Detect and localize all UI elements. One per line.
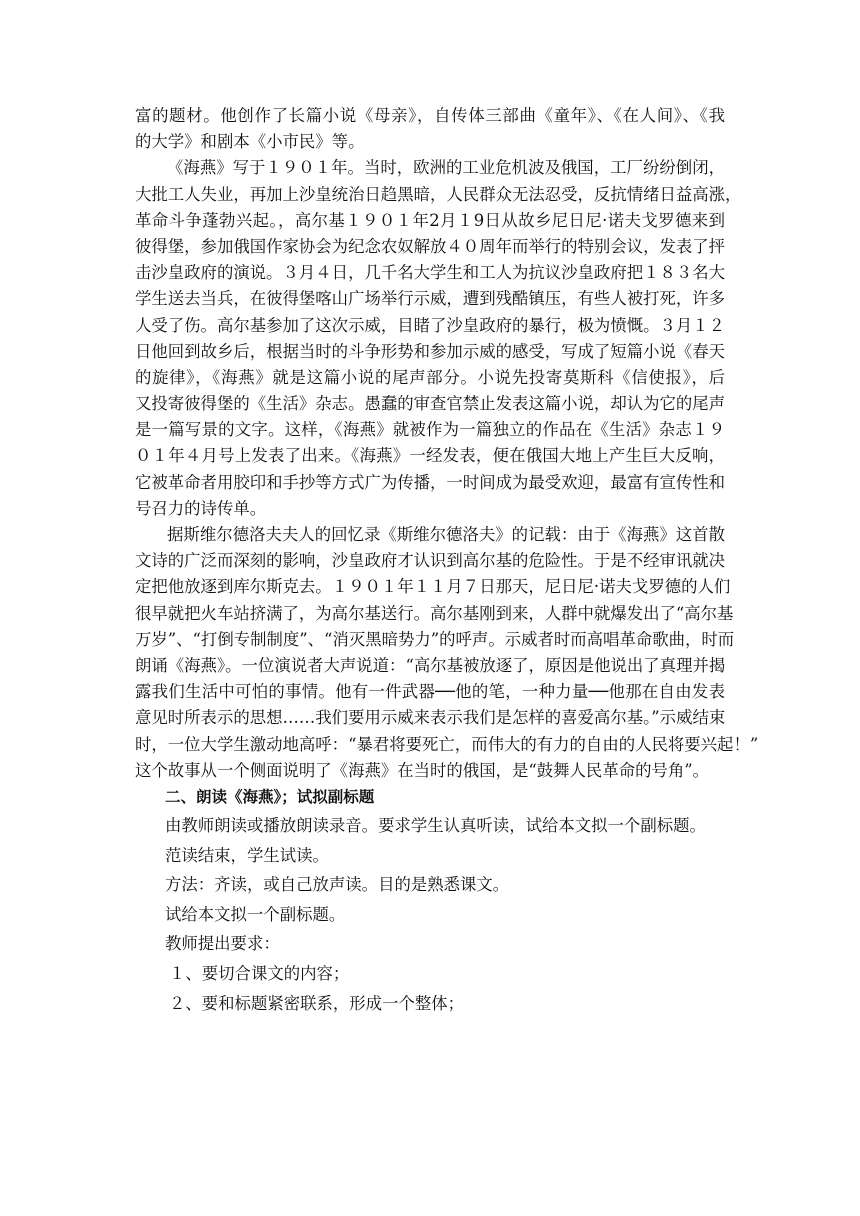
text-line: 是一篇写景的文字。这样，《海燕》就被作为一篇独立的作品在《生活》杂志１９ <box>135 420 725 440</box>
text-line: 击沙皇政府的演说。３月４日，几千名大学生和工人为抗议沙皇政府把１８３名大 <box>135 263 726 283</box>
requirement-item: ２、要和标题紧密联系，形成一个整体； <box>169 993 465 1013</box>
text-line: 露我们生活中可怕的事情。他有一件武器──他的笔，一种力量──他那在自由发表 <box>135 682 725 702</box>
text-line: 很早就把火车站挤满了，为高尔基送行。高尔基刚到来，人群中就爆发出了“高尔基 <box>135 603 734 623</box>
text-line: 人受了伤。高尔基参加了这次示威，目睹了沙皇政府的暴行，极为愤慨。３月１２ <box>135 315 726 335</box>
instruction-line: 范读结束，学生试读。 <box>165 845 329 865</box>
text-line: 时，一位大学生激动地高呼：“暴君将要死亡，而伟大的有力的自由的人民将要兴起！” <box>135 734 759 754</box>
text-line: 《海燕》写于１９０１年。当时，欧洲的工业危机波及俄国，工厂纷纷倒闭， <box>167 158 725 178</box>
text-line: 日他回到故乡后，根据当时的斗争形势和参加示威的感受，写成了短篇小说《春天 <box>135 341 726 361</box>
text-line: 彼得堡，参加俄国作家协会为纪念农奴解放４０周年而举行的特别会议，发表了抨 <box>135 236 726 256</box>
text-line: 大批工人失业，再加上沙皇统治日趋黑暗，人民群众无法忍受，反抗情绪日益高涨， <box>135 184 742 204</box>
text-line: 意见时所表示的思想……我们要用示威来表示我们是怎样的喜爱高尔基。”示威结束 <box>135 708 726 728</box>
requirement-item: １、要切合课文的内容； <box>169 963 350 983</box>
section-heading: 二、朗读《海燕》；试拟副标题 <box>165 787 375 806</box>
text-line: 学生送去当兵，在彼得堡喀山广场举行示威，遭到残酷镇压，有些人被打死，许多 <box>135 289 726 309</box>
text-line: 文诗的广泛而深刻的影响，沙皇政府才认识到高尔基的危险性。于是不经审讯就决 <box>135 551 726 571</box>
instruction-line: 试给本文拟一个副标题。 <box>165 904 346 924</box>
paragraph-memoir <box>135 522 759 784</box>
text-line: 又投寄彼得堡的《生活》杂志。愚蠢的审查官禁止发表这篇小说，却认为它的尾声 <box>135 394 726 414</box>
instruction-line: 教师提出要求： <box>165 934 280 954</box>
instruction-line: 由教师朗读或播放朗读录音。要求学生认真听读，试给本文拟一个副标题。 <box>165 816 706 836</box>
section-reading <box>135 784 725 1021</box>
document-body <box>135 103 759 1021</box>
paragraph-haiyan-background <box>135 155 742 522</box>
paragraph-works <box>135 103 725 155</box>
text-line: 万岁”、“打倒专制制度”、“消灭黑暗势力”的呼声。示威者时而高唱革命歌曲，时而 <box>135 629 735 649</box>
text-line: 定把他放逐到库尔斯克去。１９０１年１１月７日那天，尼日尼·诺夫戈罗德的人们 <box>135 577 731 597</box>
text-line: 革命斗争蓬勃兴起。，高尔基１９０１年2月１9日从故乡尼日尼·诺夫戈罗德来到 <box>135 210 725 230</box>
text-line: 的旋律》，《海燕》就是这篇小说的尾声部分。小说先投寄莫斯科《信使报》，后 <box>135 367 725 387</box>
instruction-line: 方法：齐读，或自己放声读。目的是熟悉课文。 <box>165 875 510 895</box>
text-line: 富的题材。他创作了长篇小说《母亲》，自传体三部曲《童年》、《在人间》、《我 <box>135 106 725 125</box>
text-line: 它被革命者用胶印和手抄等方式广为传播，一时间成为最受欢迎，最富有宣传性和 <box>135 472 726 492</box>
text-line: ０１年４月号上发表了出来。《海燕》一经发表，便在俄国大地上产生巨大反响， <box>135 446 725 466</box>
text-line: 号召力的诗传单。 <box>135 498 267 518</box>
text-line: 据斯维尔德洛夫夫人的回忆录《斯维尔德洛夫》的记载：由于《海燕》这首散 <box>167 525 725 544</box>
text-line: 这个故事从一个侧面说明了《海燕》在当时的俄国，是“鼓舞人民革命的号角”。 <box>135 760 710 780</box>
text-line: 朗诵《海燕》。一位演说者大声说道：“高尔基被放逐了，原因是他说出了真理并揭 <box>135 655 726 675</box>
text-line: 的大学》和剧本《小市民》等。 <box>135 132 365 152</box>
